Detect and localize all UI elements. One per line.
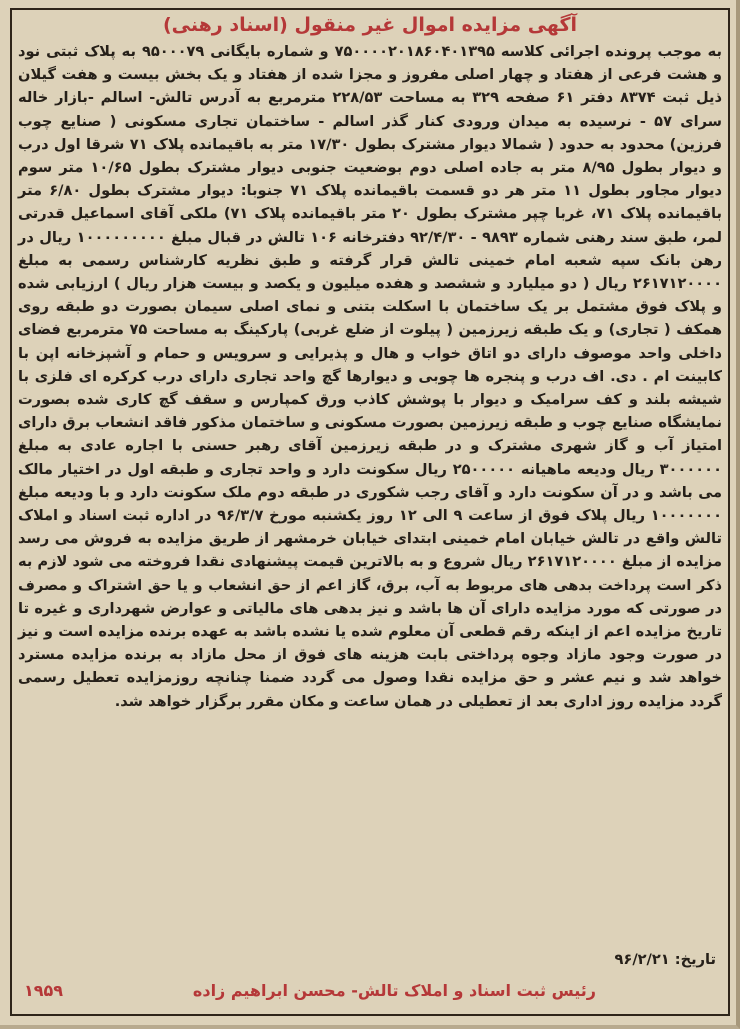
- notice-date-line: [615, 948, 717, 971]
- date-value: ۹۶/۲/۲۱: [614, 951, 670, 968]
- notice-body: به موجب پرونده اجرائی کلاسه ۷۵۰۰۰۰۲۰۱۸۶۰۴۰۱۳۹۵ و شماره بایگانی ۹۵۰۰۰۷۹ به پلاک ثبتی نود و هشت فرعی از هفتاد و چهار اصلی مفروز و مجزا شده از هفتاد و یک بخش بیست و هفت گیلان ذیل ثبت ۸۳۷۴ دفتر ۶۱ صفحه ۳۲۹ به مساحت ۲۲۸/۵۳ مترمربع به آدرس تالش- اسالم -بازار خاله سرای ۵۷ - نرسیده به میدان ورودی کنار گذر اسالم - ساختمان تجاری مسکونی ( صنایع چوب فرزین) محدود به حدود ( شمالا دیوار مشترک بطول ۱۷/۳۰ متر به باقیمانده پلاک ۷۱ شرقا اول درب و دیوار بطول ۸/۹۵ متر به جاده اصلی دوم بوضعیت جنوبی دیوار مشترک بطول ۱۰/۶۵ متر سوم دیوار مجاور بطول ۱۱ متر هر دو قسمت باقیمانده پلاک ۷۱ جنوبا: دیوار مشترک بطول ۶/۸۰ متر باقیمانده پلاک ۷۱، غربا چپر مشترک بطول ۲۰ متر باقیمانده پلاک ۷۱) ملکی آقای اسماعیل قدرتی لمر، طبق سند رهنی شماره ۹۸۹۳ - ۹۲/۴/۳۰ دفترخانه ۱۰۶ تالش در قبال مبلغ ۱۰۰۰۰۰۰۰۰۰ ریال در رهن بانک سپه شعبه امام خمینی تالش قرار گرفته و طبق نظریه کارشناس رسمی به مبلغ ۲۶۱۷۱۲۰۰۰۰ ریال ( دو میلیارد و ششصد و هفده میلیون و یکصد و بیست هزار ریال ) ارزیابی شده و پلاک فوق مشتمل بر یک ساختمان با اسکلت بتنی و نمای اصلی سیمان بصورت دو طبقه روی همکف ( تجاری) و یک طبقه زیرزمین ( پیلوت از ضلع غربی) پارکینگ به مساحت ۷۵ مترمربع فضای داخلی واحد موصوف دارای دو اتاق خواب و هال و پذیرایی و سرویس و حمام و آشپزخانه اپن با کابینت ام . دی. اف درب و پنجره ها چوبی و دیوارها گچ واحد تجاری دارای درب کرکره ای فلزی با شیشه بلند و کف سرامیک و دیوار با پوشش کاذب ورق کمپارس و سقف گچ کاری شده بصورت نمایشگاه صنایع چوب و طبقه زیرزمین بصورت مسکونی و ساختمان مذکور فاقد انشعاب برق دارای امتیاز آب و گاز شهری مشترک و در طبقه زیرزمین آقای رهبر حسنی با اجاره عادی به مبلغ ۳۰۰۰۰۰۰ ریال ودیعه ماهیانه ۲۵۰۰۰۰۰ ریال سکونت دارد و واحد تجاری و طبقه اول در اختیار مالک می باشد و در آن سکونت دارد و آقای رجب شکوری در طبقه دوم ملک سکونت دارد و با ودیعه مبلغ ۱۰۰۰۰۰۰۰ ریال پلاک فوق از ساعت ۹ الی ۱۲ روز یکشنبه مورخ ۹۶/۳/۷ در اداره ثبت اسناد و املاک تالش واقع در تالش خیابان امام خمینی ابتدای خیابان خرمشهر از طریق مزایده به فروش می رسد مزایده از مبلغ ۲۶۱۷۱۲۰۰۰۰ ریال شروع و به بالاترین قیمت پیشنهادی نقدا فروخته می شود لازم به ذکر است پرداخت بدهی های مربوط به آب، برق، گاز اعم از حق انشعاب و یا حق اشتراک و مصرف در صورتی که مورد مزایده دارای آن ها باشد و نیز بدهی های مالیاتی و عوارض شهرداری و غیره تا تاریخ مزایده اعم از اینکه رقم قطعی آن معلوم شده یا نشده باشد به عهده برنده مزایده است و نیز در صورت وجود مازاد وجوه پرداختی بابت هزینه های فوق از محل مازاد به برنده مزایده مسترد خواهد شد و نیم عشر و حق مزایده نقدا وصول می گردد ضمنا چنانچه روزمزایده تعطیل رسمی گردد مزایده روز اداری بعد از تعطیلی در همان ساعت و مکان مقرر برگزار خواهد شد.: [18, 43, 723, 710]
- date-label: تاریخ:: [674, 951, 716, 968]
- notice-title: آگهی مزایده اموال غیر منقول (اسناد رهنی): [162, 14, 578, 36]
- ad-code: ۱۹۵۹: [24, 981, 64, 1000]
- notice-signature: رئیس ثبت اسناد و املاک تالش- محسن ابراهیم زاده: [192, 981, 596, 1000]
